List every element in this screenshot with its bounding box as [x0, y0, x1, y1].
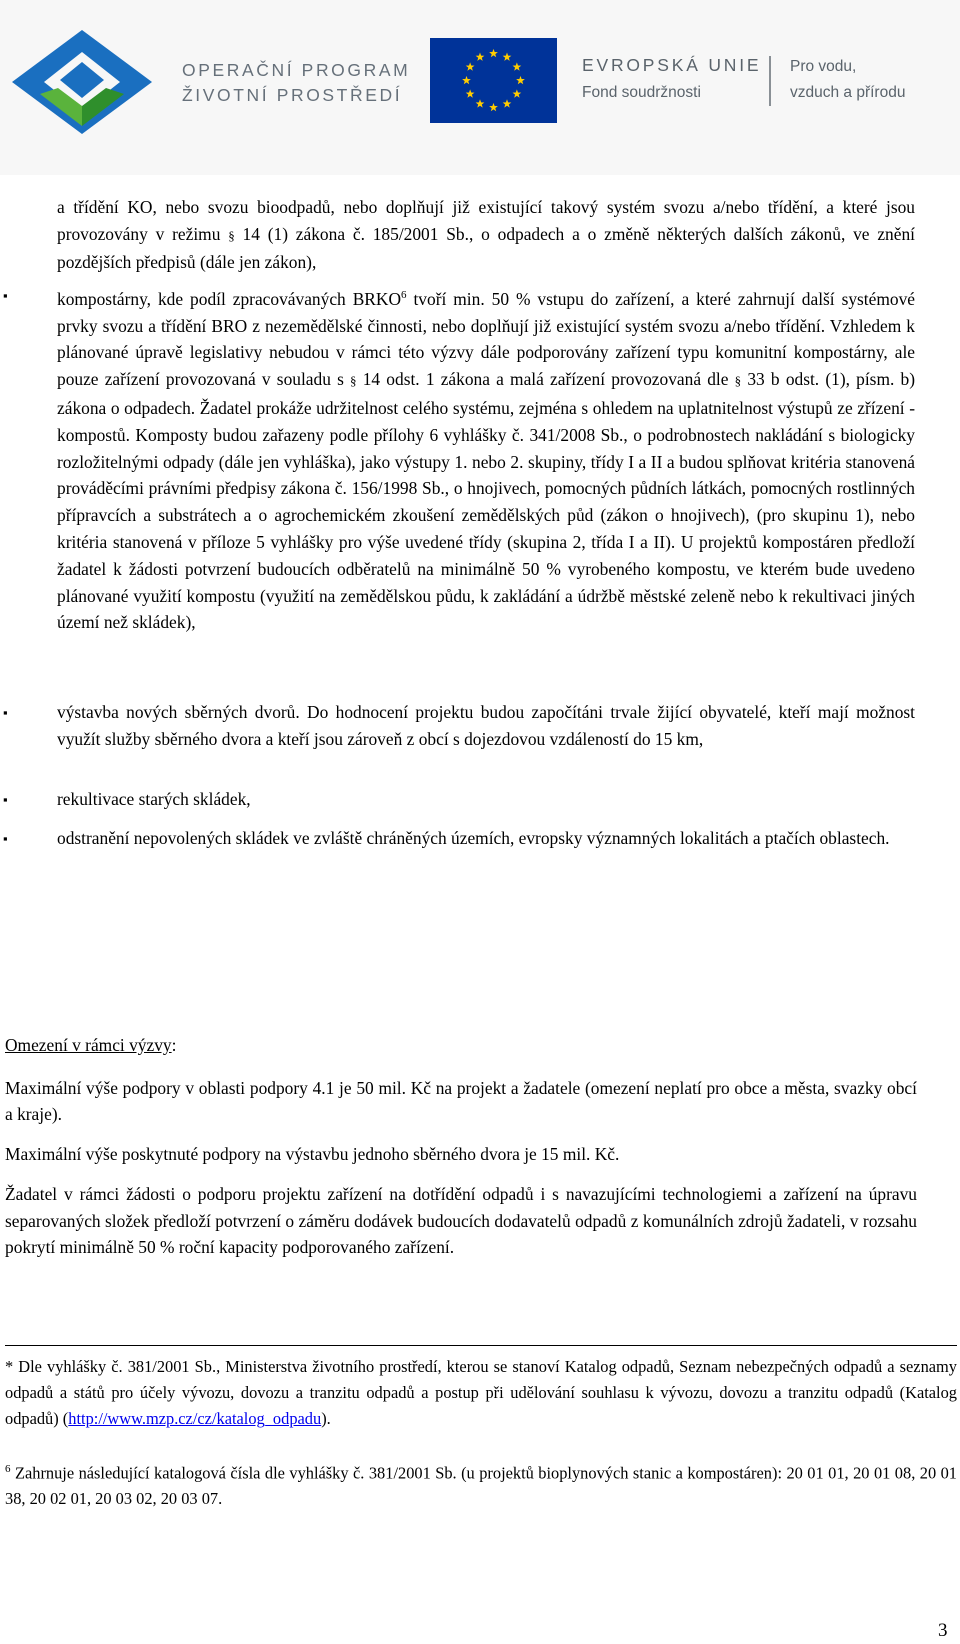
- bullet-item-rekultivace: rekultivace starých skládek,: [57, 789, 251, 809]
- bullet-marker-icon: ▪: [3, 705, 8, 720]
- operacni-program-logo: [0, 22, 180, 142]
- section-mark: §: [734, 373, 742, 389]
- omezeni-heading: [5, 1032, 917, 1058]
- footnote-6-mark: 6: [5, 1463, 11, 1475]
- bullet1-text-3: 14 odst. 1 zákona a malá zařízení provozovaná dle: [356, 369, 735, 390]
- eu-name: EVROPSKÁ UNIE: [582, 55, 762, 75]
- eu-slogan: [790, 54, 905, 106]
- section-mark: §: [228, 228, 235, 243]
- paragraph-sberny-dvur: Maximální výše poskytnuté podpory na výstavbu jednoho sběrného dvora je 15 mil. Kč.: [5, 1144, 620, 1164]
- intro-paragraph: [57, 194, 915, 276]
- op-name-line1: OPERAČNÍ PROGRAM: [182, 60, 411, 80]
- section-mark: §: [350, 373, 357, 389]
- header-divider: [769, 56, 771, 106]
- footnote-6: [5, 1456, 957, 1512]
- footnote-star-text: * Dle vyhlášky č. 381/2001 Sb., Ministerstva životního prostředí, kterou se stanoví Katalog odpadů, Seznam nebezpečných odpadů a seznamy odpadů a států pro účely vývozu, dovozu a tranzitu odpadů a postup při udělování souhlasu k vývozu, dovozu a tranzitu odpadů (Katalog odpadů) (: [5, 1357, 957, 1428]
- page-number: 3: [938, 1620, 948, 1641]
- bullet1-text-4: 33 b odst. (1), písm. b) zákona o odpadech. Žadatel prokáže udržitelnost celého systému, zejména s ohledem na uplatnitelnost výstupů ze zřízení - kompostů. Komposty budou zařazeny podle přílohy 6 vyhlášky č. 341/2008 Sb., o podrobnostech nakládání s biologicky rozložitelnými odpady (dále jen vyhláška), jako výstupy 1. nebo 2. skupiny, třídy I a II a budou splňovat kritéria stanovená prováděcími právními předpisy zákona č. 156/1998 Sb., o hnojivech, pomocných půdních látkách, pomocných rostlinných přípravcích a substrátech a o agrochemickém zkoušení zemědělských půd (zákon o hnojivech), (pro skupinu 1), nebo kritéria stanovená v příloze 5 vyhlášky pro výše uvedené třídy (skupina 2, třída I a II). U projektů kompostáren předloží žadatel k žádosti potvrzení budoucích odběratelů na minimálně 50 % vyrobeného kompostu, ve kterém bude uvedeno plánované využití kompostu (využití na zemědělskou půdu, k zakládání a údržbě městské zeleně nebo k rekultivaci jiných území než skládek),: [57, 369, 915, 633]
- bullet1-text-1: kompostárny, kde podíl zpracovávaných BRKO: [57, 288, 402, 309]
- intro-text-1: a třídění KO, nebo svozu bioodpadů, nebo doplňují již existující takový systém svozu a/nebo třídění, a které jsou provozovány v režimu: [57, 197, 915, 244]
- footnote-ref-6: 6: [401, 289, 407, 301]
- slogan-line2: vzduch a přírodu: [790, 84, 906, 101]
- bullet-item-nepovolene-skladky: odstranění nepovolených skládek ve zvláště chráněných územích, evropsky významných lokalitách a ptačích oblastech.: [57, 828, 890, 848]
- intro-text-2: 14 (1) zákona č. 185/2001 Sb., o odpadech a o změně některých dalších zákonů, ve znění pozdějších předpisů (dále jen zákon),: [57, 224, 915, 272]
- bullet-marker-icon: ▪: [3, 831, 8, 846]
- bullet-marker-icon: ▪: [3, 288, 8, 303]
- omezeni-colon: :: [171, 1035, 177, 1055]
- eu-fund: Fond soudržnosti: [582, 84, 701, 101]
- operacni-program-name: [182, 58, 410, 108]
- footnote-separator: [5, 1345, 957, 1346]
- bullet-marker-icon: ▪: [3, 792, 8, 807]
- paragraph-max-podpora: Maximální výše podpory v oblasti podpory 4.1 je 50 mil. Kč na projekt a žadatele (omezení neplatí pro obce a města, svazky obcí a kraje).: [5, 1078, 917, 1124]
- paragraph-zadatel: Žadatel v rámci žádosti o podporu projektu zařízení na dotřídění odpadů i s navazujícími technologiemi a zařízení na úpravu separovaných složek předloží potvrzení o záměru dodávek budoucích dodavatelů odpadů z komunálních zdrojů žadateli, v rozsahu pokrytí minimálně 50 % roční kapacity podporovaného zařízení.: [5, 1184, 917, 1258]
- omezeni-heading-text: Omezení v rámci výzvy: [5, 1035, 172, 1055]
- bullet-item-sberne-dvory: výstavba nových sběrných dvorů. Do hodnocení projektu budou započítáni trvale žijící obyvatelé, kteří mají možnost využít služby sběrného dvora a kteří jsou zároveň z obcí s dojezdovou vzdáleností do 15 km,: [57, 702, 915, 749]
- katalog-odpadu-link[interactable]: http://www.mzp.cz/cz/katalog_odpadu: [68, 1409, 322, 1428]
- bullet-item-kompostarny: [57, 282, 915, 636]
- footnote-star-end: ).: [321, 1409, 331, 1428]
- bullet1-text-2: tvoří min. 50 % vstupu do zařízení, a které zahrnují další systémové prvky svozu a třídění BRO z nezemědělské činnosti, nebo doplňují již existující systém svozu a/nebo třídění. Vzhledem k plánované úpravě legislativy nebudou v rámci této výzvy dále podporovány zařízení typu komunitní kompostárny, ale pouze zařízení provozovaná v souladu s: [57, 288, 915, 390]
- page-header: [0, 0, 960, 175]
- footnote-star: [5, 1354, 957, 1432]
- eu-flag-icon: [430, 38, 557, 123]
- footnote-6-text: Zahrnuje následující katalogová čísla dle vyhlášky č. 381/2001 Sb. (u projektů bioplynových stanic a kompostáren): 20 01 01, 20 01 08, 20 01 38, 20 02 01, 20 03 02, 20 03 07.: [5, 1463, 957, 1509]
- slogan-line1: Pro vodu,: [790, 58, 857, 75]
- op-name-line2: ŽIVOTNÍ PROSTŘEDÍ: [182, 85, 403, 105]
